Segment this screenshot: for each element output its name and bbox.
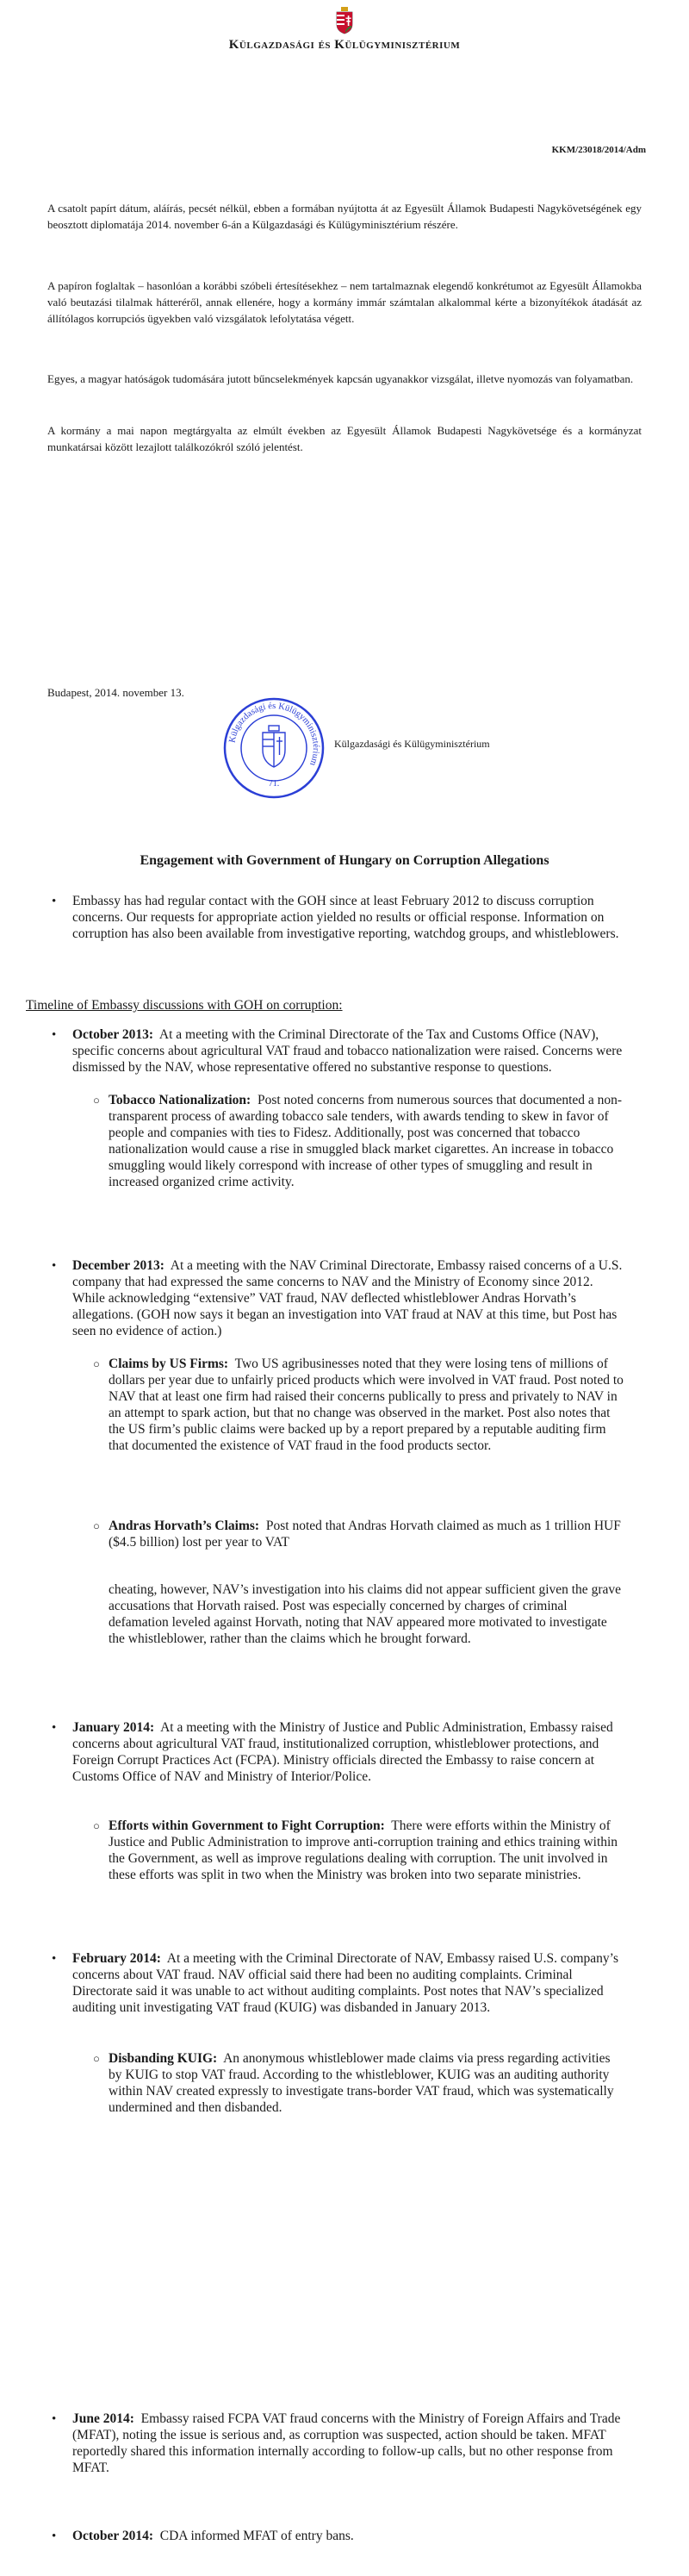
circle-bullet-icon: ○ [93, 1819, 100, 1832]
bullet-icon: • [52, 1952, 57, 1966]
bullet-icon: • [52, 2529, 57, 2543]
entry-date: December 2013: [72, 1258, 164, 1273]
circle-bullet-icon: ○ [93, 1094, 100, 1107]
letter-paragraph-2: A papíron foglaltak – hasonlóan a korábbi szóbeli értesítésekhez – nem tartalmaznak elegendő konkrétumot az Egyesült Államokba való beutazási tilalmak hátteréről, annak ellenére, hogy a kormány immár számtalan alkalommal kérte a bizonyítékok átadását az állítólagos korrupciós ügyekben való vizsgálatok lefolytatása végett. [47, 279, 642, 325]
circle-bullet-icon: ○ [93, 2052, 100, 2065]
sub-entry-govt-efforts [109, 1818, 625, 1883]
timeline-entry-jan-2014 [72, 1719, 624, 1785]
letter-date: Budapest, 2014. november 13. [47, 686, 184, 699]
sub-text: Post noted that Andras Horvath claimed as much as 1 trillion HUF ($4.5 billion) lost per year to VAT [109, 1519, 621, 1550]
entry-text: At a meeting with the Criminal Directorate of the Tax and Customs Office (NAV), specific concerns about agricultural VAT fraud and tobacco nationalization were raised. Concerns were dismissed by the NAV, whose representative offered no substantive response to questions. [72, 1027, 623, 1075]
timeline-heading: Timeline of Embassy discussions with GOH on corruption: [26, 998, 343, 1013]
sub-heading: Andras Horvath’s Claims: [109, 1519, 260, 1533]
bullet-icon: • [52, 1259, 57, 1273]
reference-number: KKM/23018/2014/Adm [551, 145, 646, 155]
timeline-entry-dec-2013 [72, 1257, 624, 1339]
sub-heading: Efforts within Government to Fight Corruption: [109, 1818, 385, 1833]
stamp-number: 71. [268, 779, 280, 789]
circle-bullet-icon: ○ [93, 1519, 100, 1532]
sub-entry-horvath-continued: cheating, however, NAV’s investigation into his claims did not appear sufficient given the grave accusations that Horvath raised. Post was especially concerned by charges of criminal defamation leveled against Horvath, noting that NAV appeared more motivated to investigate the whistleblower, rather than the claims which he brought forward. [109, 1582, 621, 1646]
hungarian-coat-of-arms-icon [334, 7, 355, 34]
entry-text: At a meeting with the Criminal Directorate of NAV, Embassy raised U.S. company’s concerns about VAT fraud. NAV official said there had been no auditing complaints. Criminal Directorate said it was unable to act without auditing complaints. Post notes that NAV’s specialized auditing unit investigating VAT fraud (KUIG) was disbanded in January 2013. [72, 1951, 618, 2015]
sub-entry-kuig [109, 2050, 625, 2116]
entry-date: October 2014: [72, 2529, 153, 2543]
cable-intro: Embassy has had regular contact with the GOH since at least February 2012 to discuss corruption concerns. Our requests for appropriate action yielded no results or official response. Information on corruption has also been available from investigative reporting, watchdog groups, and whistleblowers. [72, 894, 619, 941]
bullet-icon: • [52, 1028, 57, 1042]
official-stamp [222, 696, 326, 800]
sub-entry-tobacco [109, 1092, 625, 1190]
letter-paragraph-4: A kormány a mai napon megtárgyalta az elmúlt években az Egyesült Államok Budapesti Nagykövetsége és a kormányzat munkatársai között lezajlott találkozókról szóló jelentést. [47, 424, 642, 453]
sub-text: Post noted concerns from numerous sources that documented a non-transparent process of awarding tobacco sale tenders, with awards tending to skew in favor of people and companies with ties to Fidesz. Additionally, post was concerned that tobacco nationalization would cause a rise in smuggled black market cigarettes. An increase in tobacco smuggling would likely correspond with increase of other types of smuggling and result in increased organized crime activity. [109, 1093, 623, 1189]
entry-text: CDA informed MFAT of entry bans. [159, 2529, 354, 2543]
entry-date: February 2014: [72, 1951, 161, 1966]
entry-text: At a meeting with the Ministry of Justice and Public Administration, Embassy raised concerns about agricultural VAT fraud, institutionalized corruption, whistleblower protections, and Foreign Corrupt Practices Act (FCPA). Ministry officials directed the Embassy to raise concern at Customs Office of NAV and Ministry of Interior/Police. [72, 1720, 613, 1784]
sub-text: There were efforts within the Ministry of Justice and Public Administration to improve anti-corruption training and ethics training within the Government, as well as improve regulations dealing with corruption. The unit involved in these efforts was split in two when the Ministry was broken into two separate ministries. [109, 1818, 618, 1882]
timeline-entry-jun-2014 [72, 2411, 624, 2476]
stamp-text: Külgazdasági és Külügyminisztérium [227, 701, 321, 767]
entry-date: January 2014: [72, 1720, 155, 1735]
ministry-letterhead: Külgazdasági és Külügyminisztérium [228, 38, 461, 52]
bullet-icon: • [52, 895, 57, 908]
timeline-entry-oct-2013 [72, 1026, 641, 1076]
stamp-caption: Külgazdasági és Külügyminisztérium [334, 738, 490, 750]
circle-bullet-icon: ○ [93, 1357, 100, 1370]
sub-entry-us-firms [109, 1356, 625, 1454]
entry-date: June 2014: [72, 2411, 134, 2426]
bullet-icon: • [52, 2412, 57, 2426]
entry-text: At a meeting with the NAV Criminal Directorate, Embassy raised concerns of a U.S. company that had expressed the same concerns to NAV and the Ministry of Economy since 2012. While acknowledging “extensive” VAT fraud, NAV deflected whistleblower Andras Horvath’s allegations. (GOH now says it began an investigation into VAT fraud at NAV at this time, but Post has seen no evidence of action.) [72, 1258, 623, 1338]
timeline-entry-oct-2014 [72, 2528, 624, 2544]
timeline-entry-feb-2014 [72, 1950, 624, 2016]
letter-paragraph-3: Egyes, a magyar hatóságok tudomására jutott bűncselekmények kapcsán ugyanakkor vizsgálat, illetve nyomozás van folyamatban. [47, 372, 634, 385]
sub-text: An anonymous whistleblower made claims via press regarding activities by KUIG to stop VAT fraud. According to the whistleblower, KUIG was an auditing authority within NAV created expressly to investigate trans-border VAT fraud, which was systematically undermined and then disbanded. [109, 2051, 614, 2115]
sub-entry-horvath [109, 1518, 625, 1550]
sub-heading: Tobacco Nationalization: [109, 1093, 251, 1107]
letter-paragraph-1: A csatolt papírt dátum, aláírás, pecsét nélkül, ebben a formában nyújtotta át az Egyesült Államok Budapesti Nagykövetségének egy beosztott diplomatája 2014. november 6-án a Külgazdasági és Külügyminisztérium részére. [47, 202, 642, 231]
sub-text: Two US agribusinesses noted that they were losing tens of millions of dollars per year due to unfairly priced products which were involved in VAT fraud. Post noted to NAV that at least one firm had raised their concerns publically to press and privately to NAV in an attempt to spark action, but that no change was observed in the market. Post also notes that the US firm’s public claims were backed up by a report prepared by a reputable auditing firm that documented the existence of VAT fraud in the food products sector. [109, 1357, 624, 1453]
entry-text: Embassy raised FCPA VAT fraud concerns with the Ministry of Foreign Affairs and Trade (MFAT), noting the issue is serious and, as corruption was suspected, action should be taken. MFAT reportedly shared this information internally according to follow-up calls, but no other response from MFAT. [72, 2411, 621, 2475]
sub-heading: Claims by US Firms: [109, 1357, 229, 1371]
sub-heading: Disbanding KUIG: [109, 2051, 218, 2066]
cable-title: Engagement with Government of Hungary on Corruption Allegations [140, 853, 549, 868]
entry-date: October 2013: [72, 1027, 153, 1042]
bullet-icon: • [52, 1721, 57, 1735]
